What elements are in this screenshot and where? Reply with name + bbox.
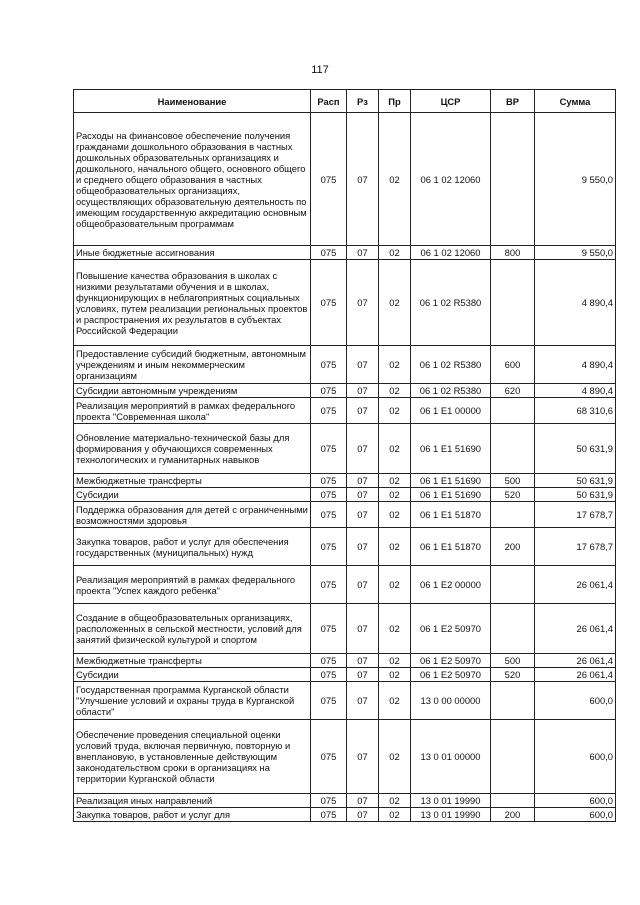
row-sum-cell: 68 310,6 [535,398,616,424]
row-rz-cell: 07 [347,668,379,682]
row-rasp-cell: 075 [311,682,347,720]
table-row [74,260,616,346]
row-csr-cell: 06 1 02 R5380 [411,346,491,384]
table-row [74,474,616,488]
row-rasp-cell: 075 [311,720,347,794]
row-rz-cell: 07 [347,424,379,474]
row-rz-cell: 07 [347,566,379,604]
row-sum-cell: 600,0 [535,682,616,720]
row-rz-cell: 07 [347,346,379,384]
column-header-rasp: Расп [311,90,347,113]
row-name-cell: Субсидии [74,488,311,502]
row-vr-cell [491,113,535,246]
row-sum-cell: 4 890,4 [535,346,616,384]
table-row [74,682,616,720]
row-sum-cell: 50 631,9 [535,488,616,502]
row-rasp-cell: 075 [311,528,347,566]
row-sum-cell: 26 061,4 [535,566,616,604]
column-header-rz: Рз [347,90,379,113]
row-sum-cell: 17 678,7 [535,502,616,528]
row-sum-cell: 600,0 [535,808,616,822]
row-pr-cell: 02 [379,246,411,260]
row-name-cell: Закупка товаров, работ и услуг для [74,808,311,822]
row-pr-cell: 02 [379,654,411,668]
row-sum-cell: 50 631,9 [535,424,616,474]
row-rz-cell: 07 [347,528,379,566]
row-rz-cell: 07 [347,260,379,346]
row-sum-cell: 26 061,4 [535,604,616,654]
column-header-vr: ВР [491,90,535,113]
row-csr-cell: 06 1 E1 00000 [411,398,491,424]
row-csr-cell: 06 1 E2 50970 [411,604,491,654]
row-csr-cell: 06 1 E1 51870 [411,528,491,566]
row-vr-cell [491,398,535,424]
row-name-cell: Государственная программа Курганской области "Улучшение условий и охраны труда в Курганской области" [74,682,311,720]
row-pr-cell: 02 [379,488,411,502]
row-vr-cell: 520 [491,668,535,682]
table-row [74,488,616,502]
row-rz-cell: 07 [347,113,379,246]
row-sum-cell: 17 678,7 [535,528,616,566]
row-sum-cell: 600,0 [535,720,616,794]
row-vr-cell [491,566,535,604]
row-name-cell: Реализация мероприятий в рамках федерального проекта "Успех каждого ребенка" [74,566,311,604]
table-row [74,528,616,566]
row-pr-cell: 02 [379,113,411,246]
row-csr-cell: 13 0 00 00000 [411,682,491,720]
row-name-cell: Иные бюджетные ассигнования [74,246,311,260]
table-row [74,720,616,794]
row-name-cell: Расходы на финансовое обеспечение получения гражданами дошкольного образования в частных дошкольных образовательных организациях и дошкольного, начального общего, основного общего и среднего общего образования в частных общеобразовательных организациях, осуществляющих образовательную деятельность по имеющим государственную аккредитацию основным общеобразовательным программам [74,113,311,246]
table-row [74,668,616,682]
row-sum-cell: 600,0 [535,794,616,808]
row-csr-cell: 06 1 E2 50970 [411,668,491,682]
table-row [74,246,616,260]
row-name-cell: Закупка товаров, работ и услуг для обеспечения государственных (муниципальных) нужд [74,528,311,566]
table-row [74,346,616,384]
row-rz-cell: 07 [347,808,379,822]
row-pr-cell: 02 [379,474,411,488]
row-csr-cell: 06 1 02 12060 [411,113,491,246]
row-pr-cell: 02 [379,566,411,604]
row-pr-cell: 02 [379,528,411,566]
row-csr-cell: 06 1 E2 00000 [411,566,491,604]
row-rasp-cell: 075 [311,654,347,668]
table-row [74,604,616,654]
column-header-csr: ЦСР [411,90,491,113]
row-rz-cell: 07 [347,502,379,528]
row-csr-cell: 13 0 01 19990 [411,794,491,808]
table-row [74,502,616,528]
row-vr-cell: 800 [491,246,535,260]
row-rasp-cell: 075 [311,260,347,346]
row-vr-cell: 600 [491,346,535,384]
row-sum-cell: 9 550,0 [535,246,616,260]
row-rz-cell: 07 [347,398,379,424]
row-name-cell: Межбюджетные трансферты [74,474,311,488]
row-name-cell: Обеспечение проведения специальной оценки условий труда, включая первичную, повторную и внеплановую, в установленные действующим законодательством сроки в организациях на территории Курганской области [74,720,311,794]
row-pr-cell: 02 [379,668,411,682]
budget-table [73,89,616,822]
row-rz-cell: 07 [347,246,379,260]
row-rasp-cell: 075 [311,113,347,246]
row-pr-cell: 02 [379,682,411,720]
row-vr-cell: 500 [491,654,535,668]
row-rasp-cell: 075 [311,424,347,474]
row-name-cell: Межбюджетные трансферты [74,654,311,668]
row-rz-cell: 07 [347,794,379,808]
table-row [74,424,616,474]
row-vr-cell [491,682,535,720]
row-vr-cell [491,794,535,808]
row-csr-cell: 06 1 E2 50970 [411,654,491,668]
row-vr-cell: 200 [491,528,535,566]
row-vr-cell [491,260,535,346]
page-number: 117 [311,64,329,76]
row-csr-cell: 06 1 E1 51690 [411,474,491,488]
row-rasp-cell: 075 [311,502,347,528]
row-rz-cell: 07 [347,682,379,720]
row-name-cell: Субсидии [74,668,311,682]
row-sum-cell: 50 631,9 [535,474,616,488]
row-csr-cell: 06 1 E1 51870 [411,502,491,528]
row-csr-cell: 06 1 E1 51690 [411,488,491,502]
row-sum-cell: 4 890,4 [535,384,616,398]
row-vr-cell: 620 [491,384,535,398]
row-pr-cell: 02 [379,808,411,822]
row-sum-cell: 9 550,0 [535,113,616,246]
row-vr-cell: 520 [491,488,535,502]
table-row [74,808,616,822]
table-row [74,654,616,668]
row-rasp-cell: 075 [311,488,347,502]
row-rasp-cell: 075 [311,808,347,822]
row-csr-cell: 06 1 02 R5380 [411,384,491,398]
row-csr-cell: 06 1 02 12060 [411,246,491,260]
table-row [74,566,616,604]
row-pr-cell: 02 [379,424,411,474]
column-header-sum: Сумма [535,90,616,113]
row-rasp-cell: 075 [311,384,347,398]
row-vr-cell [491,424,535,474]
row-sum-cell: 4 890,4 [535,260,616,346]
row-pr-cell: 02 [379,260,411,346]
column-header-pr: Пр [379,90,411,113]
row-csr-cell: 06 1 E1 51690 [411,424,491,474]
row-pr-cell: 02 [379,398,411,424]
row-csr-cell: 13 0 01 00000 [411,720,491,794]
row-rasp-cell: 075 [311,474,347,488]
row-rz-cell: 07 [347,384,379,398]
row-pr-cell: 02 [379,720,411,794]
row-sum-cell: 26 061,4 [535,668,616,682]
row-name-cell: Повышение качества образования в школах с низкими результатами обучения и в школах, функционирующих в неблагоприятных социальных условиях, путем реализации региональных проектов и распространения их результатов в субъектах Российской Федерации [74,260,311,346]
row-rz-cell: 07 [347,474,379,488]
row-name-cell: Предоставление субсидий бюджетным, автономным учреждениям и иным некоммерческим организациям [74,346,311,384]
row-rz-cell: 07 [347,720,379,794]
row-csr-cell: 13 0 01 19990 [411,808,491,822]
row-vr-cell: 200 [491,808,535,822]
row-csr-cell: 06 1 02 R5380 [411,260,491,346]
row-name-cell: Поддержка образования для детей с ограниченными возможностями здоровья [74,502,311,528]
table-header-row [74,90,616,113]
row-vr-cell [491,604,535,654]
row-rasp-cell: 075 [311,398,347,424]
row-rz-cell: 07 [347,654,379,668]
row-name-cell: Субсидии автономным учреждениям [74,384,311,398]
row-rasp-cell: 075 [311,794,347,808]
row-vr-cell: 500 [491,474,535,488]
row-rasp-cell: 075 [311,604,347,654]
row-rasp-cell: 075 [311,246,347,260]
row-vr-cell [491,502,535,528]
row-pr-cell: 02 [379,794,411,808]
row-rasp-cell: 075 [311,566,347,604]
row-name-cell: Обновление материально-технической базы для формирования у обучающихся современных технологических и гуманитарных навыков [74,424,311,474]
row-vr-cell [491,720,535,794]
row-name-cell: Реализация мероприятий в рамках федерального проекта "Современная школа" [74,398,311,424]
table-row [74,113,616,246]
row-pr-cell: 02 [379,384,411,398]
row-rz-cell: 07 [347,488,379,502]
row-name-cell: Создание в общеобразовательных организациях, расположенных в сельской местности, условий для занятий физической культурой и спортом [74,604,311,654]
table-row [74,398,616,424]
row-sum-cell: 26 061,4 [535,654,616,668]
row-pr-cell: 02 [379,502,411,528]
row-rasp-cell: 075 [311,668,347,682]
row-name-cell: Реализация иных направлений [74,794,311,808]
row-pr-cell: 02 [379,346,411,384]
column-header-name: Наименование [74,90,311,113]
table-body [74,113,616,822]
row-pr-cell: 02 [379,604,411,654]
row-rasp-cell: 075 [311,346,347,384]
table-row [74,794,616,808]
row-rz-cell: 07 [347,604,379,654]
table-row [74,384,616,398]
